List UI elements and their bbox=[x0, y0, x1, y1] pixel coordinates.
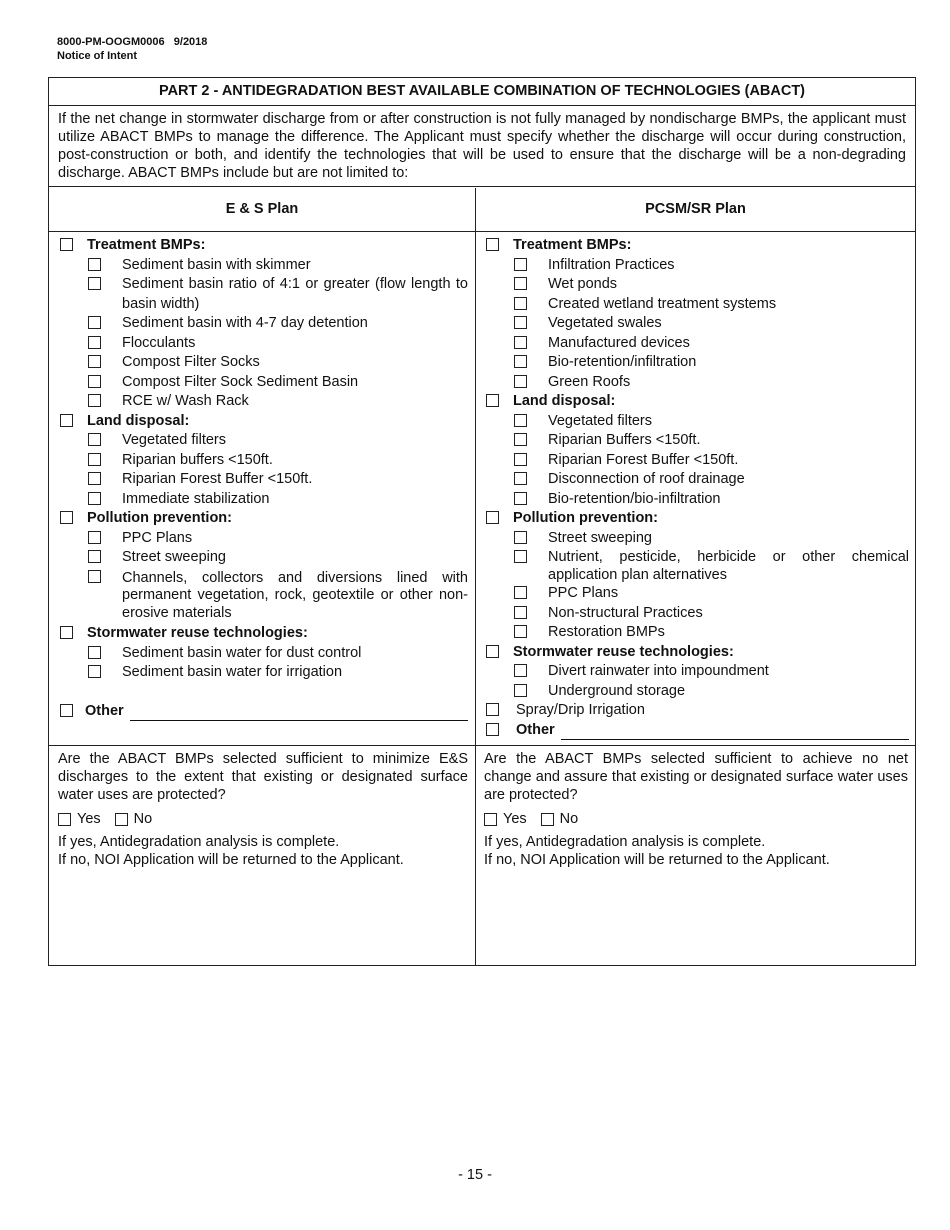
pcsm-treatment-item[interactable]: Wet ponds bbox=[484, 275, 909, 295]
checkbox[interactable] bbox=[486, 511, 499, 524]
checkbox[interactable] bbox=[514, 336, 527, 349]
checkbox[interactable] bbox=[88, 570, 101, 583]
es-pollution-item[interactable]: PPC Plans bbox=[58, 529, 468, 549]
checkbox[interactable] bbox=[514, 625, 527, 638]
checkbox[interactable] bbox=[88, 316, 101, 329]
pcsm-pollution-item[interactable]: Non-structural Practices bbox=[484, 604, 909, 624]
note-no: If no, NOI Application will be returned to the Applicant. bbox=[484, 852, 830, 868]
checkbox[interactable] bbox=[58, 813, 71, 826]
checkbox[interactable] bbox=[514, 277, 527, 290]
checkbox[interactable] bbox=[88, 453, 101, 466]
checkbox[interactable] bbox=[60, 704, 73, 717]
checkbox[interactable] bbox=[60, 238, 73, 251]
checkbox[interactable] bbox=[514, 258, 527, 271]
checkbox[interactable] bbox=[514, 316, 527, 329]
pcsm-other[interactable]: Other bbox=[484, 721, 909, 741]
pcsm-plan-heading: PCSM/SR Plan bbox=[476, 188, 915, 232]
pcsm-treatment-item[interactable]: Green Roofs bbox=[484, 373, 909, 393]
checkbox[interactable] bbox=[88, 531, 101, 544]
es-other-input-line[interactable] bbox=[130, 706, 468, 721]
form-header bbox=[57, 35, 207, 63]
pcsm-stormwater-reuse[interactable]: Stormwater reuse technologies: bbox=[484, 643, 909, 663]
pcsm-land-disposal[interactable]: Land disposal: bbox=[484, 392, 909, 412]
es-pollution-prevention[interactable]: Pollution prevention: bbox=[58, 509, 468, 529]
pcsm-plan-checklist bbox=[484, 236, 909, 740]
spacer bbox=[58, 683, 468, 702]
checkbox[interactable] bbox=[514, 550, 527, 563]
es-land-disposal[interactable]: Land disposal: bbox=[58, 412, 468, 432]
checkbox[interactable] bbox=[88, 375, 101, 388]
yes-no-group bbox=[58, 810, 468, 828]
pcsm-reuse-item[interactable]: Underground storage bbox=[484, 682, 909, 702]
intro-paragraph: If the net change in stormwater discharge from or after construction is not fully managed by nondischarge BMPs, the applicant must utilize ABACT BMPs to manage the difference. The Applicant must specify whether the discharge will occur during construction, post-construction or both, and identify the technologies that will be used to ensure that the discharge will be a non-degrading discharge. ABACT BMPs include but are not limited to: bbox=[49, 106, 915, 187]
pcsm-treatment-item[interactable]: Infiltration Practices bbox=[484, 256, 909, 276]
pcsm-treatment-item[interactable]: Bio-retention/infiltration bbox=[484, 353, 909, 373]
checkbox[interactable] bbox=[60, 414, 73, 427]
es-reuse-item[interactable]: Sediment basin water for dust control bbox=[58, 644, 468, 664]
pcsm-land-item[interactable]: Riparian Buffers <150ft. bbox=[484, 431, 909, 451]
note-yes: If yes, Antidegradation analysis is complete. bbox=[484, 834, 766, 850]
pcsm-pollution-item[interactable]: Street sweeping bbox=[484, 529, 909, 549]
es-treatment-item[interactable]: Sediment basin ratio of 4:1 or greater (flow length to basin width) bbox=[58, 275, 468, 314]
checkbox[interactable] bbox=[514, 433, 527, 446]
checkbox[interactable] bbox=[514, 355, 527, 368]
pcsm-land-item[interactable]: Disconnection of roof drainage bbox=[484, 470, 909, 490]
es-land-item[interactable]: Vegetated filters bbox=[58, 431, 468, 451]
pcsm-land-item[interactable]: Bio-retention/bio-infiltration bbox=[484, 490, 909, 510]
page-number: - 15 - bbox=[458, 1167, 492, 1183]
es-reuse-item[interactable]: Sediment basin water for irrigation bbox=[58, 663, 468, 683]
checkbox[interactable] bbox=[484, 813, 497, 826]
checkbox[interactable] bbox=[60, 511, 73, 524]
checkbox[interactable] bbox=[514, 472, 527, 485]
checkbox[interactable] bbox=[514, 375, 527, 388]
yes-option[interactable]: Yes bbox=[58, 810, 101, 828]
pcsm-land-item[interactable]: Vegetated filters bbox=[484, 412, 909, 432]
checkbox[interactable] bbox=[514, 531, 527, 544]
checkbox[interactable] bbox=[88, 433, 101, 446]
abact-table bbox=[48, 77, 916, 966]
pcsm-land-item[interactable]: Riparian Forest Buffer <150ft. bbox=[484, 451, 909, 471]
pcsm-treatment-item[interactable]: Vegetated swales bbox=[484, 314, 909, 334]
checkbox[interactable] bbox=[486, 394, 499, 407]
es-other[interactable]: Other bbox=[58, 702, 468, 722]
es-land-item[interactable]: Immediate stabilization bbox=[58, 490, 468, 510]
checkbox[interactable] bbox=[60, 626, 73, 639]
checkbox[interactable] bbox=[486, 723, 499, 736]
checkbox[interactable] bbox=[88, 492, 101, 505]
question-text: Are the ABACT BMPs selected sufficient to achieve no net change and assure that existing or designated surface water uses are protected? bbox=[484, 751, 908, 803]
es-plan-heading: E & S Plan bbox=[49, 188, 475, 232]
checkbox[interactable] bbox=[88, 550, 101, 563]
part-title: PART 2 - ANTIDEGRADATION BEST AVAILABLE COMBINATION OF TECHNOLOGIES (ABACT) bbox=[49, 78, 915, 106]
es-treatment-item[interactable]: Sediment basin with skimmer bbox=[58, 256, 468, 276]
es-treatment-item[interactable]: Compost Filter Sock Sediment Basin bbox=[58, 373, 468, 393]
checkbox[interactable] bbox=[514, 414, 527, 427]
checkbox[interactable] bbox=[88, 258, 101, 271]
form-number: 8000-PM-OOGM0006 9/2018 bbox=[57, 36, 208, 48]
es-treatment-bmps[interactable]: Treatment BMPs: bbox=[58, 236, 468, 256]
column-divider bbox=[475, 188, 476, 966]
checkbox[interactable] bbox=[514, 606, 527, 619]
pcsm-pollution-item[interactable]: Restoration BMPs bbox=[484, 623, 909, 643]
no-option[interactable]: No bbox=[115, 810, 153, 828]
note-yes: If yes, Antidegradation analysis is complete. bbox=[58, 834, 340, 850]
checkbox[interactable] bbox=[88, 472, 101, 485]
es-land-item[interactable]: Riparian buffers <150ft. bbox=[58, 451, 468, 471]
no-option[interactable]: No bbox=[541, 810, 579, 828]
checkbox[interactable] bbox=[541, 813, 554, 826]
checkbox[interactable] bbox=[486, 703, 499, 716]
pcsm-treatment-item[interactable]: Manufactured devices bbox=[484, 334, 909, 354]
pcsm-treatment-bmps[interactable]: Treatment BMPs: bbox=[484, 236, 909, 256]
note-no: If no, NOI Application will be returned to the Applicant. bbox=[58, 852, 404, 868]
checkbox[interactable] bbox=[88, 665, 101, 678]
checkbox[interactable] bbox=[88, 394, 101, 407]
checkbox[interactable] bbox=[486, 238, 499, 251]
checkbox[interactable] bbox=[115, 813, 128, 826]
yes-no-group bbox=[484, 810, 908, 828]
es-land-item[interactable]: Riparian Forest Buffer <150ft. bbox=[58, 470, 468, 490]
checkbox[interactable] bbox=[486, 645, 499, 658]
pcsm-pollution-item[interactable]: PPC Plans bbox=[484, 584, 909, 604]
es-pollution-item[interactable]: Channels, collectors and diversions lined with permanent vegetation, rock, geotextile or other non-erosive materials bbox=[58, 570, 468, 623]
checkbox[interactable] bbox=[88, 646, 101, 659]
checkbox[interactable] bbox=[514, 453, 527, 466]
checkbox[interactable] bbox=[88, 336, 101, 349]
es-treatment-item[interactable]: Compost Filter Socks bbox=[58, 353, 468, 373]
question-text: Are the ABACT BMPs selected sufficient to minimize E&S discharges to the extent that existing or designated surface water uses are protected? bbox=[58, 751, 468, 803]
checkbox[interactable] bbox=[514, 297, 527, 310]
checkbox[interactable] bbox=[514, 492, 527, 505]
pcsm-other-input-line[interactable] bbox=[561, 725, 909, 740]
es-treatment-item[interactable]: Sediment basin with 4-7 day detention bbox=[58, 314, 468, 334]
es-plan-checklist bbox=[58, 236, 468, 721]
yes-option[interactable]: Yes bbox=[484, 810, 527, 828]
es-sufficiency-question bbox=[58, 750, 468, 869]
pcsm-spray-drip-irrigation[interactable]: Spray/Drip Irrigation bbox=[484, 701, 909, 721]
pcsm-sufficiency-question bbox=[484, 750, 908, 869]
pcsm-pollution-item[interactable]: Nutrient, pesticide, herbicide or other chemical application plan alternatives bbox=[484, 548, 909, 584]
row-divider bbox=[49, 745, 915, 746]
checkbox[interactable] bbox=[514, 684, 527, 697]
checkbox[interactable] bbox=[88, 355, 101, 368]
es-treatment-item[interactable]: Flocculants bbox=[58, 334, 468, 354]
es-pollution-item[interactable]: Street sweeping bbox=[58, 548, 468, 568]
es-stormwater-reuse[interactable]: Stormwater reuse technologies: bbox=[58, 624, 468, 644]
pcsm-reuse-item[interactable]: Divert rainwater into impoundment bbox=[484, 662, 909, 682]
form-title: Notice of Intent bbox=[57, 50, 138, 62]
es-treatment-item[interactable]: RCE w/ Wash Rack bbox=[58, 392, 468, 412]
checkbox[interactable] bbox=[514, 664, 527, 677]
checkbox[interactable] bbox=[514, 586, 527, 599]
checkbox[interactable] bbox=[88, 277, 101, 290]
pcsm-treatment-item[interactable]: Created wetland treatment systems bbox=[484, 295, 909, 315]
pcsm-pollution-prevention[interactable]: Pollution prevention: bbox=[484, 509, 909, 529]
